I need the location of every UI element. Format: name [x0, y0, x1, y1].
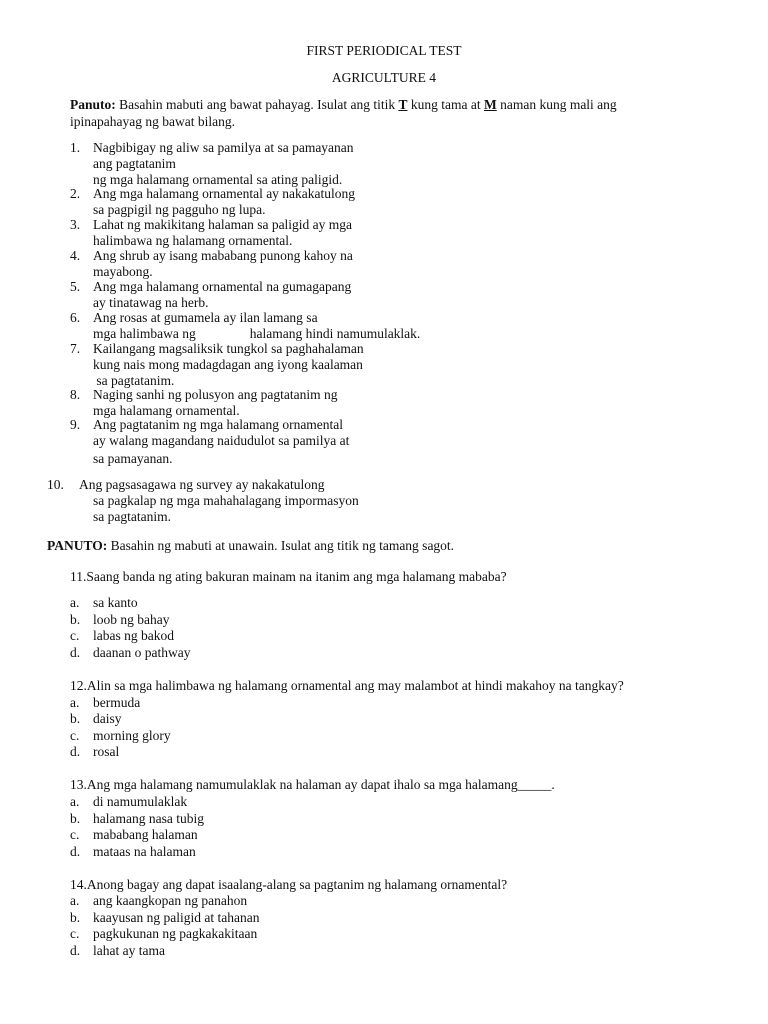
option-text: mababang halaman	[93, 827, 198, 842]
item-line: kung nais mong madagdagan ang iyong kaalaman	[93, 357, 363, 372]
section1-instruction-c: naman kung mali ang	[496, 97, 617, 112]
option-letter: a.	[70, 695, 80, 710]
item-number: 8.	[70, 387, 81, 402]
item-line: Ang pagsasagawa ng survey ay nakakatulong	[79, 477, 325, 492]
item-number: 6.	[70, 310, 81, 325]
option-text: pagkukunan ng pagkakakitaan	[93, 926, 258, 941]
document-title: FIRST PERIODICAL TEST	[306, 43, 462, 58]
item-number: 9.	[70, 417, 81, 432]
option-letter: d.	[70, 844, 81, 859]
option-text: kaayusan ng paligid at tahanan	[93, 910, 260, 925]
option-text: bermuda	[93, 695, 141, 710]
item-number: 7.	[70, 341, 81, 356]
item-line: sa pamayanan.	[93, 451, 173, 466]
item-line: mayabong.	[93, 264, 153, 279]
item-line: Kailangang magsaliksik tungkol sa paghahalaman	[93, 341, 364, 356]
option-letter: b.	[70, 910, 81, 925]
section1-instruction-b: kung tama at	[407, 97, 484, 112]
item-number: 10.	[47, 477, 64, 492]
item-number: 2.	[70, 186, 81, 201]
option-letter: c.	[70, 827, 80, 842]
option-letter: a.	[70, 893, 80, 908]
item-line: Ang pagtatanim ng mga halamang ornamental	[93, 417, 344, 432]
item-line: ng mga halamang ornamental sa ating paligid.	[93, 172, 343, 187]
option-text: morning glory	[93, 728, 171, 743]
item-line: sa pagtatanim.	[93, 509, 171, 524]
question-text: 14.Anong bagay ang dapat isaalang-alang sa pagtanim ng halamang ornamental?	[70, 877, 508, 892]
option-text: di namumulaklak	[93, 794, 188, 809]
item-number: 3.	[70, 217, 81, 232]
option-text: labas ng bakod	[93, 628, 174, 643]
item-line: Ang mga halamang ornamental ay nakakatulong	[93, 186, 356, 201]
section1-label: Panuto:	[70, 97, 116, 112]
item-line: halimbawa ng halamang ornamental.	[93, 233, 293, 248]
item-line: ay tinatawag na herb.	[93, 295, 209, 310]
option-text: loob ng bahay	[93, 612, 170, 627]
section1-instruction-a: Basahin mabuti ang bawat pahayag. Isulat ang titik	[115, 97, 399, 112]
document-subtitle: AGRICULTURE 4	[331, 70, 437, 85]
option-letter: b.	[70, 811, 81, 826]
option-letter: d.	[70, 744, 81, 759]
item-line: sa pagtatanim.	[93, 373, 175, 388]
item-number: 4.	[70, 248, 81, 263]
item-line: Ang rosas at gumamela ay ilan lamang sa	[93, 310, 318, 325]
section1-instruction-line2: ipinapahayag ng bawat bilang.	[70, 114, 235, 129]
section2-label: PANUTO:	[47, 538, 108, 553]
option-list	[0, 695, 768, 765]
section1-instruction	[70, 97, 617, 113]
item-number: 5.	[70, 279, 81, 294]
option-text: ang kaangkopan ng panahon	[93, 893, 248, 908]
option-letter: c.	[70, 926, 80, 941]
option-text: mataas na halaman	[93, 844, 196, 859]
option-text: daisy	[93, 711, 122, 726]
option-letter: d.	[70, 943, 81, 958]
letter-m: M	[483, 97, 497, 112]
item-line: mga halimbawa ng halamang hindi namumulaklak.	[93, 326, 421, 341]
option-text: rosal	[93, 744, 120, 759]
option-text: daanan o pathway	[93, 645, 191, 660]
item-number: 1.	[70, 140, 81, 155]
item-line: ang pagtatanim	[93, 156, 176, 171]
item-line: Nagbibigay ng aliw sa pamilya at sa pamayanan	[93, 140, 354, 155]
item-line: Ang shrub ay isang mababang punong kahoy na	[93, 248, 353, 263]
item-line: sa pagpigil ng pagguho ng lupa.	[93, 202, 266, 217]
option-letter: c.	[70, 628, 80, 643]
question-text: 13.Ang mga halamang namumulaklak na halaman ay dapat ihalo sa mga halamang_____.	[70, 777, 555, 792]
option-letter: b.	[70, 612, 81, 627]
option-list	[0, 893, 768, 963]
question-text: 11.Saang banda ng ating bakuran mainam na itanim ang mga halamang mababa?	[70, 569, 507, 584]
option-list	[0, 794, 768, 864]
letter-t: T	[398, 97, 408, 112]
item-line: sa pagkalap ng mga mahahalagang impormasyon	[93, 493, 359, 508]
option-list	[0, 595, 768, 665]
section2-instruction	[47, 538, 454, 554]
option-text: lahat ay tama	[93, 943, 165, 958]
option-letter: c.	[70, 728, 80, 743]
item-line: ay walang magandang naidudulot sa pamilya at	[93, 433, 350, 448]
option-text: halamang nasa tubig	[93, 811, 204, 826]
option-text: sa kanto	[93, 595, 138, 610]
option-letter: b.	[70, 711, 81, 726]
option-letter: a.	[70, 595, 80, 610]
item-line: Lahat ng makikitang halaman sa paligid ay mga	[93, 217, 353, 232]
option-letter: a.	[70, 794, 80, 809]
option-letter: d.	[70, 645, 81, 660]
item-line: mga halamang ornamental.	[93, 403, 240, 418]
item-line: Ang mga halamang ornamental na gumagapang	[93, 279, 352, 294]
question-text: 12.Alin sa mga halimbawa ng halamang ornamental ang may malambot at hindi makahoy na tangkay?	[70, 678, 624, 693]
section2-instruction-text: Basahin ng mabuti at unawain. Isulat ang titik ng tamang sagot.	[107, 538, 455, 553]
item-line: Naging sanhi ng polusyon ang pagtatanim ng	[93, 387, 338, 402]
